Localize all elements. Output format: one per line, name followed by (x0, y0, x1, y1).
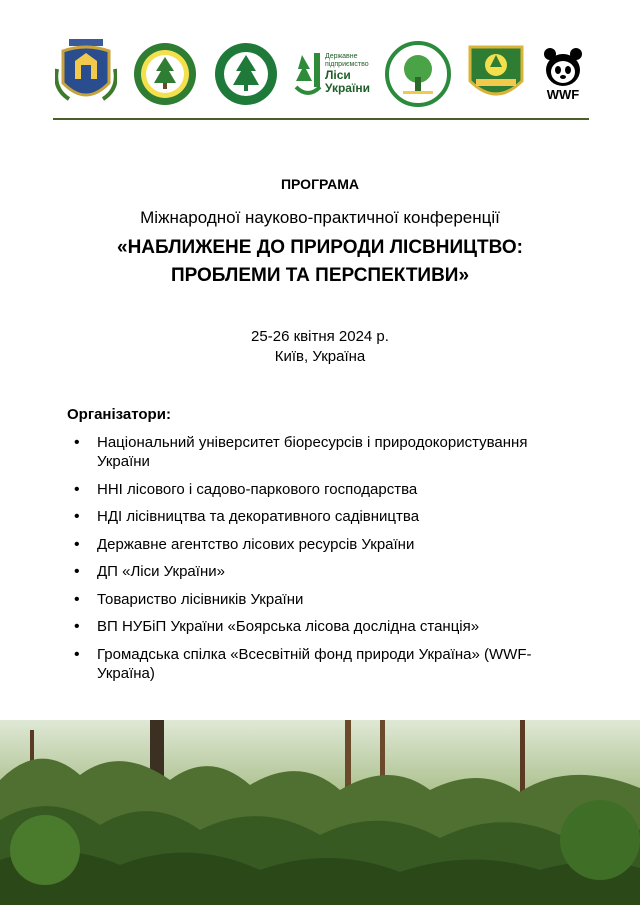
conference-title (0, 234, 640, 290)
title-line-1: «НАБЛИЖЕНЕ ДО ПРИРОДИ ЛІСВНИЦТВО: (117, 237, 523, 258)
wwf-caption: WWF (546, 87, 580, 102)
forest-photo (0, 720, 640, 905)
organizer-item: • Громадська спілка «Всесвітній фонд природи Україна» (WWF-Україна) (97, 645, 577, 683)
foresters-society-logo (385, 41, 451, 107)
lisy-caption-big: Ліси України (324, 68, 370, 95)
program-heading: ПРОГРАМА (280, 176, 360, 192)
conference-location: Київ, Україна (274, 348, 366, 365)
header-divider (53, 118, 589, 120)
organizer-item: • ДП «Ліси України» (97, 562, 577, 581)
organizer-item: • ВП НУБіП України «Боярська лісова дослідна станція» (97, 617, 577, 636)
lisy-ukrainy-logo (294, 51, 370, 97)
partner-logos (55, 38, 585, 110)
title-line-2: ПРОБЛЕМИ ТА ПЕРСПЕКТИВИ» (170, 265, 470, 286)
organizer-item: • НДІ лісівництва та декоративного садівництва (97, 507, 577, 526)
nni-forestry-badge-logo (132, 41, 198, 107)
organizers-heading: Організатори: (67, 406, 171, 423)
boyarka-station-logo (466, 41, 526, 107)
organizer-item: • Товариство лісівників України (97, 590, 577, 609)
organizer-item: • Національний університет біоресурсів і природокористування України (97, 433, 577, 471)
organizers-list (97, 433, 577, 691)
conference-dates: 25-26 квітня 2024 р. (251, 328, 389, 345)
date-location (0, 327, 640, 367)
nubip-crest-logo (55, 39, 117, 109)
wwf-logo (541, 46, 585, 102)
organizer-item: • Державне агентство лісових ресурсів України (97, 535, 577, 554)
conference-subtitle: Міжнародної науково-практичної конференції (140, 208, 500, 227)
lisy-caption-small: Державне підприємство (324, 53, 369, 68)
forest-agency-seal-logo (213, 41, 279, 107)
organizer-item: • ННІ лісового і садово-паркового господарства (97, 480, 577, 499)
